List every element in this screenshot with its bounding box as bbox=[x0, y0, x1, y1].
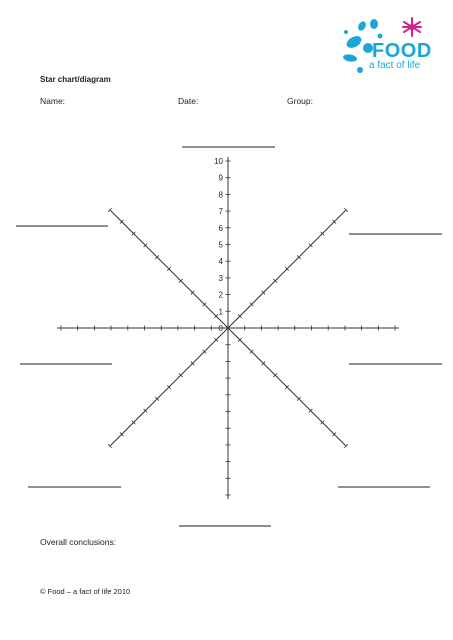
tick-label-3: 3 bbox=[218, 273, 223, 283]
copyright-text: © Food – a fact of life 2010 bbox=[40, 587, 131, 596]
tick-label-5: 5 bbox=[218, 240, 223, 250]
tick-label-4: 4 bbox=[218, 257, 223, 267]
tick-label-10: 10 bbox=[214, 157, 223, 166]
overall-conclusions-label: Overall conclusions: bbox=[40, 537, 117, 547]
tick-label-7: 7 bbox=[218, 207, 223, 217]
tick-label-1: 1 bbox=[218, 307, 223, 317]
tick-label-0: 0 bbox=[218, 324, 223, 333]
date-label: Date: bbox=[178, 96, 199, 106]
page-title: Star chart/diagram bbox=[40, 75, 111, 84]
name-label: Name: bbox=[40, 96, 66, 106]
tick-label-8: 8 bbox=[218, 190, 223, 200]
logo-tagline: a fact of life bbox=[369, 60, 421, 71]
logo-wordmark: FOOD bbox=[372, 40, 432, 62]
group-label: Group: bbox=[287, 96, 313, 106]
tick-label-9: 9 bbox=[218, 173, 223, 183]
tick-label-6: 6 bbox=[218, 223, 223, 233]
tick-label-2: 2 bbox=[218, 290, 223, 300]
